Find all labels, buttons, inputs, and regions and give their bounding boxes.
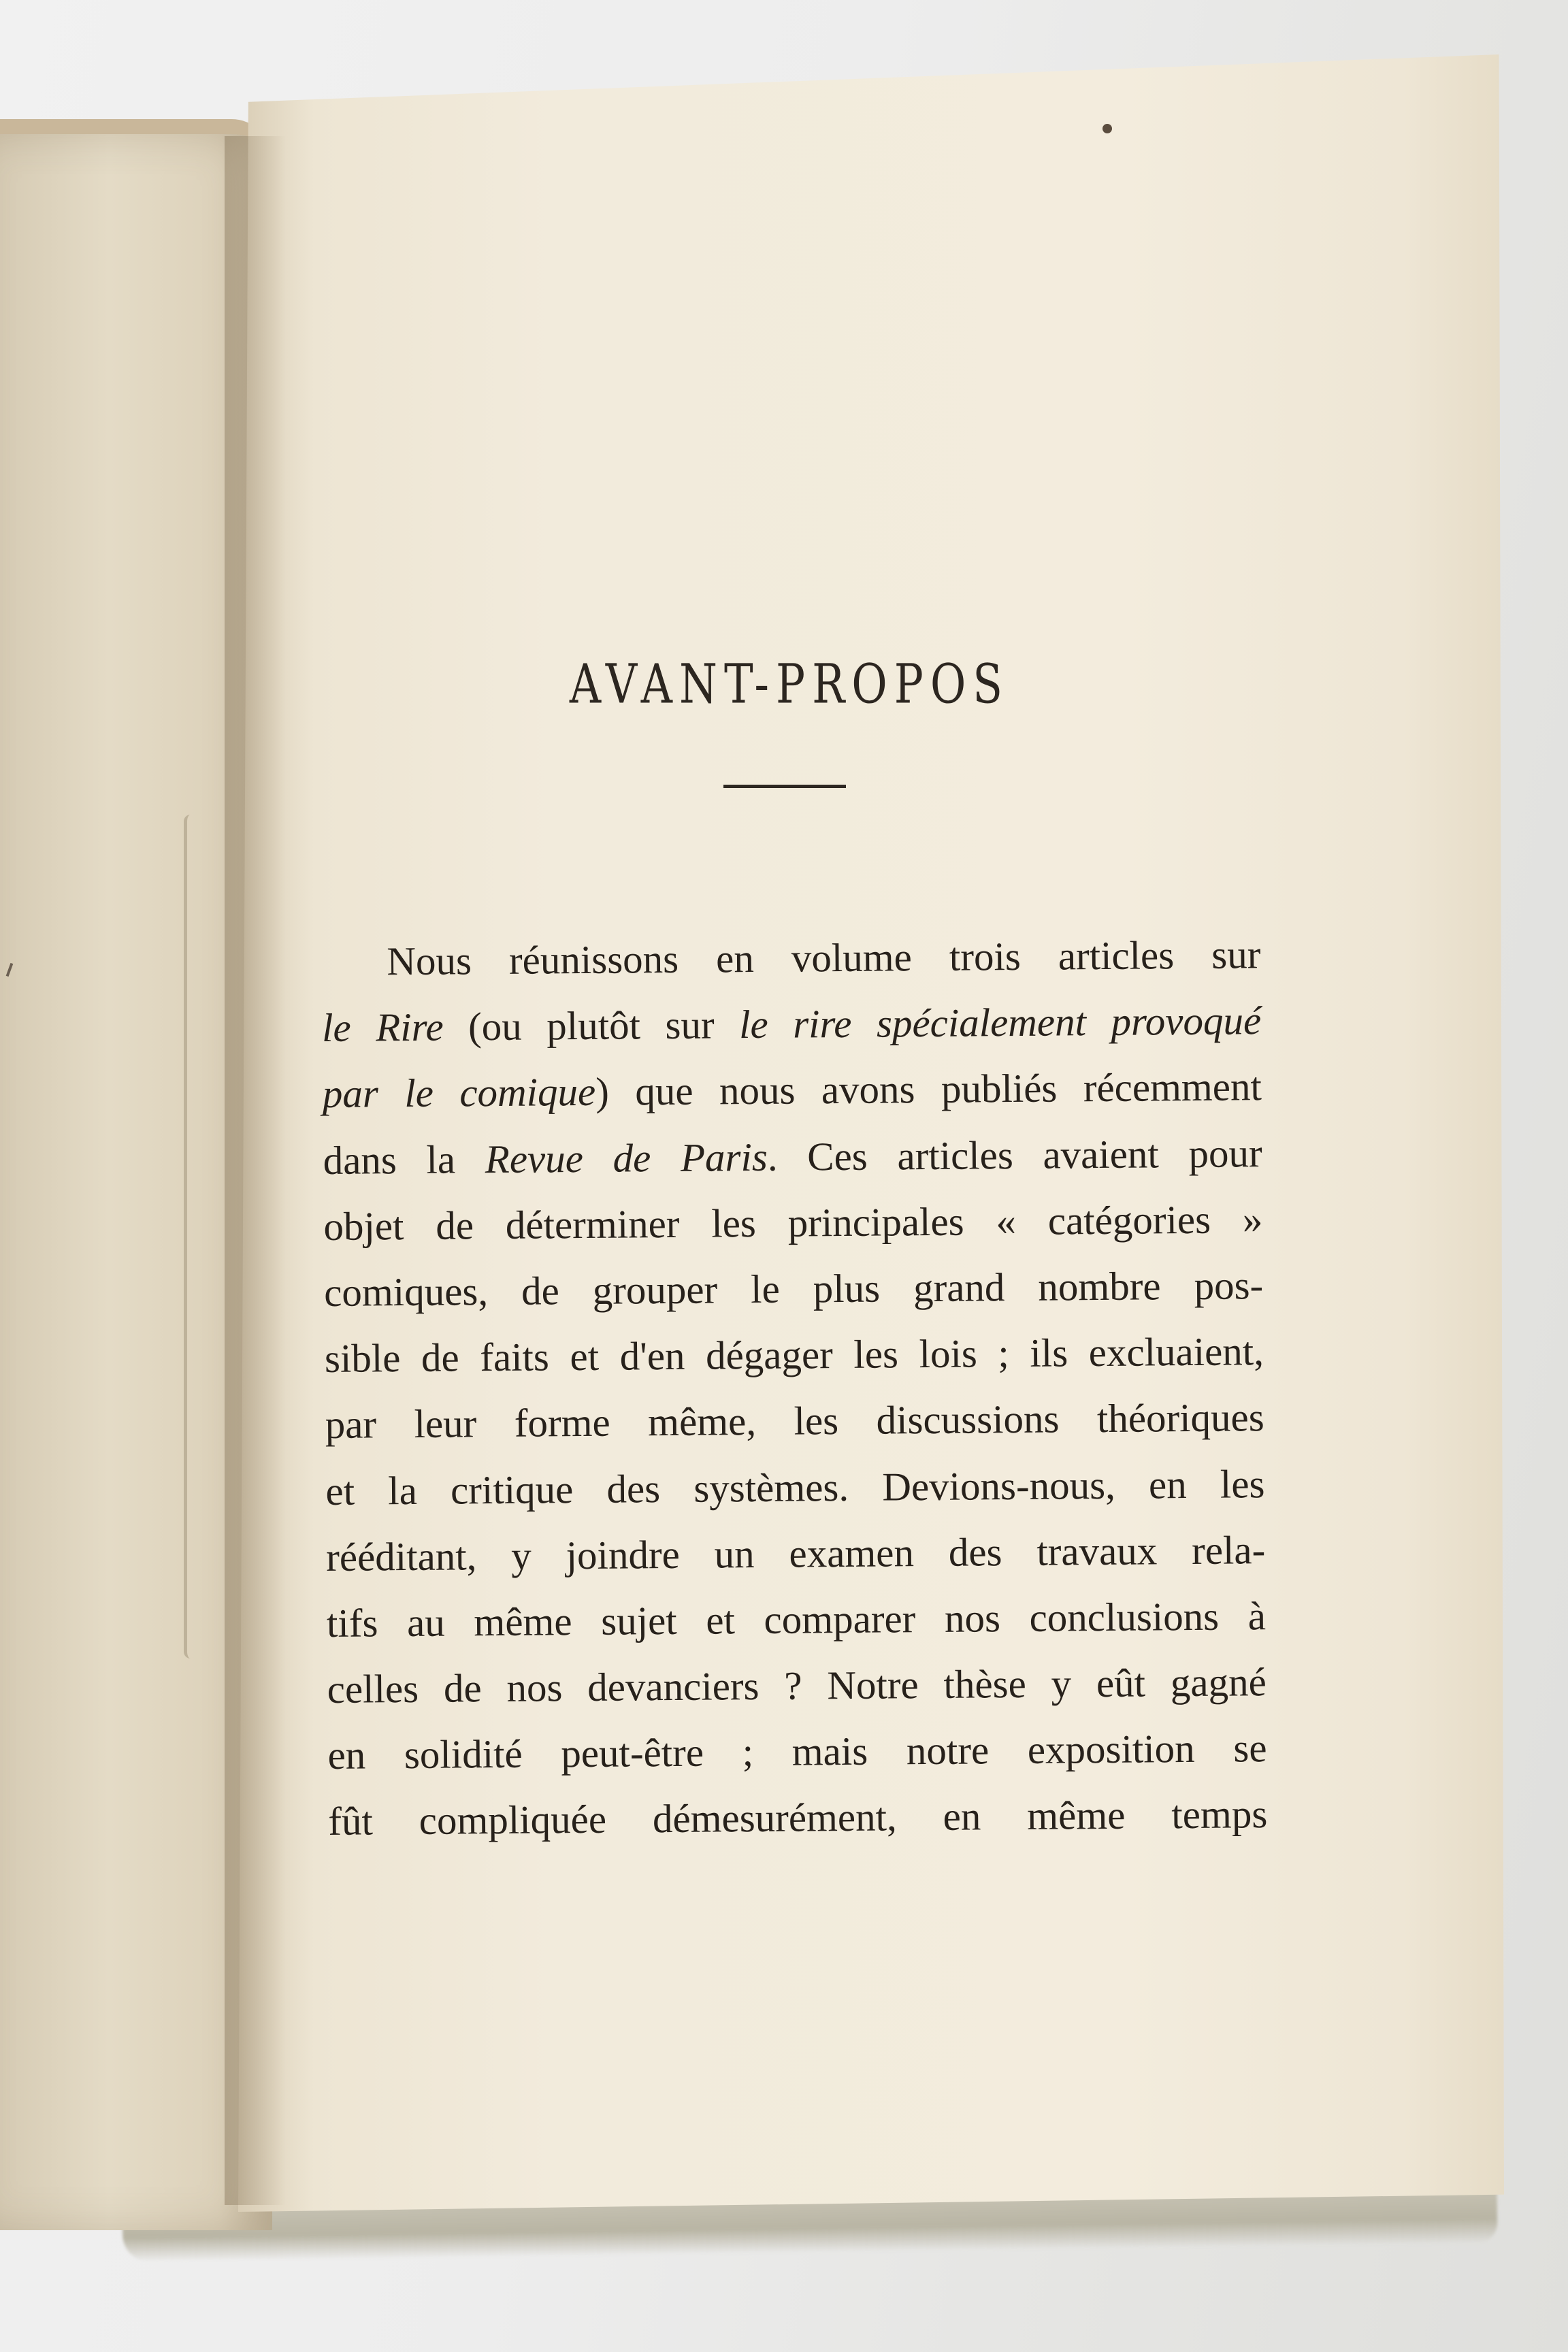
text-line: [325, 1451, 1265, 1524]
text-segment: (ou plutôt sur: [443, 1002, 740, 1049]
text-line: [322, 987, 1262, 1061]
text-segment: rééditant, y joindre un examen des travaux rela-: [325, 1526, 1266, 1580]
text-segment: ) que nous avons publiés récemment: [595, 1064, 1262, 1115]
text-segment: celles de nos devanciers ? Notre thèse y eût gagné: [327, 1659, 1267, 1712]
text-line: [324, 1252, 1264, 1326]
page-heading: AVANT-PROPOS: [569, 653, 1010, 717]
italic-text-segment: Revue de Paris: [485, 1134, 768, 1181]
text-segment: sible de faits et d'en dégager les lois ; ils excluaient,: [324, 1328, 1264, 1382]
text-line: [326, 1517, 1266, 1590]
text-line: [328, 1782, 1268, 1855]
text-line: [323, 1186, 1263, 1260]
paper-spot: [1102, 124, 1112, 133]
text-line: [325, 1384, 1264, 1458]
text-segment: dans la: [323, 1136, 486, 1183]
italic-text-segment: le rire spécialement provoqué: [738, 998, 1262, 1047]
gutter-shadow: [225, 136, 286, 2205]
italic-text-segment: le Rire: [321, 1004, 444, 1051]
italic-text-segment: par le comique: [322, 1069, 596, 1117]
text-line: [327, 1715, 1267, 1788]
text-line: [327, 1649, 1267, 1722]
text-segment: objet de déterminer les principales « catégories »: [323, 1196, 1263, 1249]
text-line: [323, 1054, 1262, 1128]
page-crease: [184, 815, 201, 1659]
text-line: [323, 1120, 1262, 1194]
text-segment: tifs au même sujet et comparer nos conclusions à: [326, 1593, 1267, 1646]
heading-rule: [723, 785, 846, 788]
text-line: [325, 1318, 1264, 1392]
text-segment: . Ces articles avaient pour: [767, 1130, 1262, 1179]
text-segment: par leur forme même, les discussions théoriques: [325, 1394, 1264, 1448]
text-segment: Nous réunissons en volume trois articles sur: [387, 932, 1261, 984]
body-paragraph: [321, 921, 1268, 1855]
text-line: [327, 1583, 1267, 1656]
text-segment: et la critique des systèmes. Devions-nous, en les: [325, 1460, 1265, 1514]
text-segment: comiques, de grouper le plus grand nombre pos-: [323, 1262, 1264, 1315]
text-segment: fût compliquée démesurément, en même temps: [328, 1791, 1268, 1844]
text-segment: en solidité peut-être ; mais notre exposition se: [327, 1725, 1267, 1778]
text-line: [321, 921, 1261, 995]
